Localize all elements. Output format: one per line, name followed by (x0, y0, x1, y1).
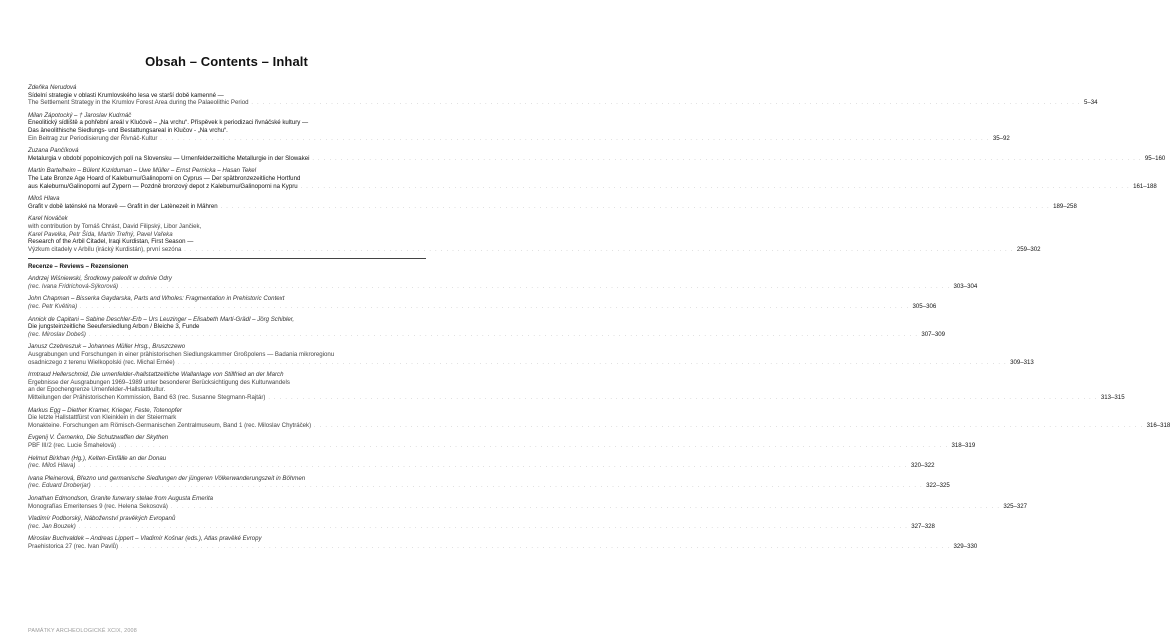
page-range: 313–315 (1100, 394, 1125, 401)
toc-line (28, 231, 426, 239)
toc-line (28, 127, 426, 135)
article-entry (28, 215, 1041, 253)
entry-title-text: The Late Bronze Age Hoard of Kaleburnu/Galinoporni on Cyprus — Der spätbronzezeitliche Hortfund (28, 174, 301, 182)
dot-leader (301, 183, 1130, 191)
review-title: Miroslav Buchvaldek – Andreas Lippert – Vladimír Košnar (eds.), Atlas pravěké Evropy (28, 535, 262, 543)
articles-list (28, 84, 1166, 253)
toc-line (28, 303, 937, 311)
review-title: Andrzej Wiśniewski, Środkowy paleolit w dolinie Odry (28, 275, 172, 283)
toc-line (28, 223, 426, 231)
toc-line (28, 351, 426, 359)
entry-title-text: The Settlement Strategy in the Krumlov Forest Area during the Palaeolithic Period (28, 99, 249, 107)
dot-leader (184, 246, 1013, 254)
toc-line (28, 330, 946, 339)
article-entry (28, 84, 1098, 107)
toc-line (28, 542, 978, 551)
entry-title-text: (rec. Petr Květina) (28, 303, 78, 311)
dot-leader (79, 523, 908, 531)
review-title: Markus Egg – Diether Kramer, Krieger, Feste, Totenopfer (28, 406, 182, 414)
entry-title-text: Monakteine. Forschungen am Römisch-Germanischen Zentralmuseum, Band 1 (rec. Miloslav Chytráček) (28, 421, 312, 429)
review-entry (28, 474, 950, 490)
entry-title-text: Grafit v době laténské na Moravě — Grafit in der Latènezeit in Mähren (28, 202, 218, 210)
page-range: 303–304 (953, 282, 978, 290)
toc-line (28, 245, 1041, 254)
toc-line (28, 441, 976, 450)
review-title: John Chapman – Bisserka Gaydarska, Parts and Wholes: Fragmentation in Prehistoric Context (28, 295, 285, 303)
section-divider (28, 258, 426, 259)
page-range: 322–325 (926, 482, 950, 490)
entry-title-text: Mitteilungen der Prähistorischen Kommission, Band 63 (rec. Susanne Stegmann-Rajtár) (28, 394, 266, 401)
dot-leader (89, 331, 918, 339)
reviews-heading: Recenze – Reviews – Rezensionen (28, 263, 129, 271)
article-author: Milan Zápotocký – † Jaroslav Kudrnáč (28, 111, 132, 119)
toc-line (28, 92, 426, 100)
toc-line (28, 522, 935, 531)
page-range: 327–328 (911, 522, 935, 530)
entry-title-text: Ausgrabungen und Forschungen in einer prähistorischen Siedlungskammer Großpolens — Badania mikroregionu (28, 351, 335, 359)
page-footer: PAMÁTKY ARCHEOLOGICKÉ XCIX, 2008 (28, 628, 137, 634)
toc-line (28, 414, 426, 422)
review-entry (28, 454, 935, 470)
page-range: 307–309 (921, 330, 946, 338)
dot-leader (312, 155, 1141, 163)
dot-leader (221, 203, 1050, 211)
review-entry (28, 406, 1170, 430)
dot-leader (119, 442, 948, 450)
toc-line (28, 482, 950, 490)
entry-title-text: Die letzte Hallstattfürst von Kleinklein in der Steiermark (28, 414, 177, 422)
entry-title-text: with contribution by Tomáš Chrást, David Filipský, Libor Jančiek, (28, 222, 202, 230)
toc-line (28, 386, 426, 394)
page-range: 161–188 (1133, 182, 1157, 190)
article-author: Karel Nováček (28, 215, 68, 223)
review-title: Annick de Capitani – Sabine Deschler-Erb – Urs Leuzinger – Elisabeth Marti-Grädl – Jörg Schibler, (28, 315, 295, 323)
page-title: Obsah – Contents – Inhalt (145, 54, 308, 69)
review-entry (28, 295, 937, 311)
page-range: 5–34 (1083, 99, 1098, 107)
review-title: Ivana Pleinerová, Březno und germanische Siedlungen der jüngeren Völkerwanderungszeit in Böhmen (28, 474, 306, 482)
entry-title-text: Eneolitický sídliště a pohřební areál v Klučově – „Na vrchu“. Příspěvek k periodizaci řivnáčské kultury — (28, 119, 309, 127)
article-entry (28, 147, 1166, 162)
entry-title-text: (rec. Eduard Droberjar) (28, 482, 91, 490)
entry-title-text: an der Epochengrenze Urnenfelder-/Hallstattkultur. (28, 386, 166, 394)
review-entry (28, 315, 946, 339)
dot-leader (178, 359, 1007, 367)
entry-title-text: Das äneolithische Siedlungs- und Bestattungsareal in Klučov - „Na vrchu“. (28, 126, 228, 134)
entry-title-text: (rec. Miloš Hlava) (28, 462, 76, 470)
toc-line (28, 462, 935, 470)
entry-title-text: Sídelní strategie v oblasti Krumlovského lesa ve starší době kamenné — (28, 91, 224, 99)
toc-line (28, 238, 426, 246)
page-range: 305–306 (912, 303, 937, 311)
dot-leader (171, 503, 1000, 511)
dot-leader (252, 99, 1081, 107)
toc-line (28, 134, 1010, 143)
page-range: 329–330 (953, 542, 978, 550)
toc-line (28, 99, 1098, 107)
page-range: 325–327 (1003, 502, 1028, 510)
article-author: Zdeňka Nerudová (28, 84, 77, 91)
entry-title-text: Ergebnisse der Ausgrabungen 1969–1989 unter besonderer Berücksichtigung des Kulturwandels (28, 378, 290, 386)
toc-line (28, 154, 1166, 163)
entry-title-text: osadniczego z terenu Wielkopolski (rec. Michal Ernée) (28, 358, 175, 366)
review-title: Vladimír Podborský, Náboženství pravěkých Evropanů (28, 515, 176, 523)
toc-line (28, 394, 1125, 402)
toc-line (28, 502, 1028, 511)
toc-line (28, 323, 426, 331)
page-range: 320–322 (910, 462, 935, 470)
review-entry (28, 275, 978, 290)
dot-leader (78, 462, 907, 470)
dot-leader (268, 394, 1097, 402)
toc-line (28, 421, 1170, 430)
article-entry (28, 167, 1157, 190)
entry-title-text: Die jungsteinzeitliche Seeufersiedlung Arbon / Bleiche 3, Funde (28, 323, 200, 331)
review-entry (28, 515, 935, 530)
review-title: Jonathan Edmondson, Granite funerary stelae from Augusta Emerita (28, 494, 214, 502)
toc-line (28, 282, 978, 291)
entry-title-text: aus Kaleburnu/Galinoporni auf Zypern — Pozdně bronzový depot z Kaleburnu/Galinoporni na Kypru (28, 182, 298, 190)
page-range: 309–313 (1010, 358, 1034, 366)
page-range: 189–258 (1053, 202, 1077, 210)
review-entry (28, 371, 1125, 401)
reviews-list (28, 275, 1170, 550)
entry-title-text: Ein Beitrag zur Periodisierung der Řivnáč-Kultur (28, 134, 158, 142)
dot-leader (80, 303, 909, 311)
article-author: Martin Bartelheim – Bülent Kızılduman – Uwe Müller – Ernst Pernicka – Hasan Tekel (28, 167, 257, 175)
entry-title-text: Metalurgia v období popolnicových polí na Slovensku — Urnenfelderzeitliche Metallurgie in der Slowakei (28, 154, 310, 162)
toc-line (28, 119, 426, 127)
dot-leader (314, 422, 1143, 430)
review-entry (28, 535, 978, 550)
entry-title-text: Praehistorica 27 (rec. Ivan Pavlů) (28, 542, 119, 550)
entry-title-text: Monografías Emeritenses 9 (rec. Helena Sekosová) (28, 502, 168, 510)
entry-title-text: Výzkum citadely v Arbílu (irácký Kurdistán), první sezóna (28, 245, 182, 253)
toc-line (28, 379, 426, 387)
dot-leader (94, 482, 923, 490)
page-range: 259–302 (1016, 245, 1041, 253)
entry-title-text: (rec. Ivana Fridrichová-Sýkorová) (28, 282, 119, 290)
review-title: Evgenij V. Černenko, Die Schutzwaffen der Skythen (28, 434, 169, 442)
toc-line (28, 202, 1077, 211)
entry-title-text: PBF III/2 (rec. Lucie Šmahelová) (28, 441, 117, 449)
entry-title-text: (rec. Miroslav Dobeš) (28, 330, 86, 338)
review-entry (28, 494, 1028, 510)
page-range: 95–160 (1144, 154, 1166, 162)
dot-leader (160, 135, 989, 143)
article-entry (28, 111, 1010, 142)
page-range: 316–318 (1146, 421, 1170, 429)
article-author: Zuzana Pančíková (28, 147, 79, 155)
review-title: Helmut Birkhan (Hg.), Kelten-Einfälle an der Donau (28, 454, 167, 462)
dot-leader (121, 283, 950, 291)
entry-title-text: (rec. Jan Bouzek) (28, 522, 76, 530)
review-title: Irmtraud Hellerschmid, Die urnenfelder-/hallstattzeitliche Wallanlage von Stillfried an der March (28, 371, 284, 379)
article-entry (28, 195, 1077, 210)
review-title: Janusz Czebreszuk – Johannes Müller Hrsg., Bruszczewo (28, 343, 186, 351)
dot-leader (121, 543, 950, 551)
toc-line (28, 175, 426, 183)
entry-title-text: Karel Pavelka, Petr Šída, Martin Trefný, Pavel Vařeka (28, 230, 173, 238)
toc-content (28, 84, 1170, 556)
review-entry (28, 343, 1034, 366)
review-entry (28, 434, 976, 449)
article-author: Miloš Hlava (28, 195, 60, 203)
toc-line (28, 182, 1157, 191)
entry-title-text: Research of the Arbil Citadel, Iraqi Kurdistan, First Season — (28, 238, 194, 246)
page-range: 318–319 (951, 441, 976, 449)
toc-line (28, 358, 1034, 367)
page-range: 35–92 (992, 134, 1010, 142)
